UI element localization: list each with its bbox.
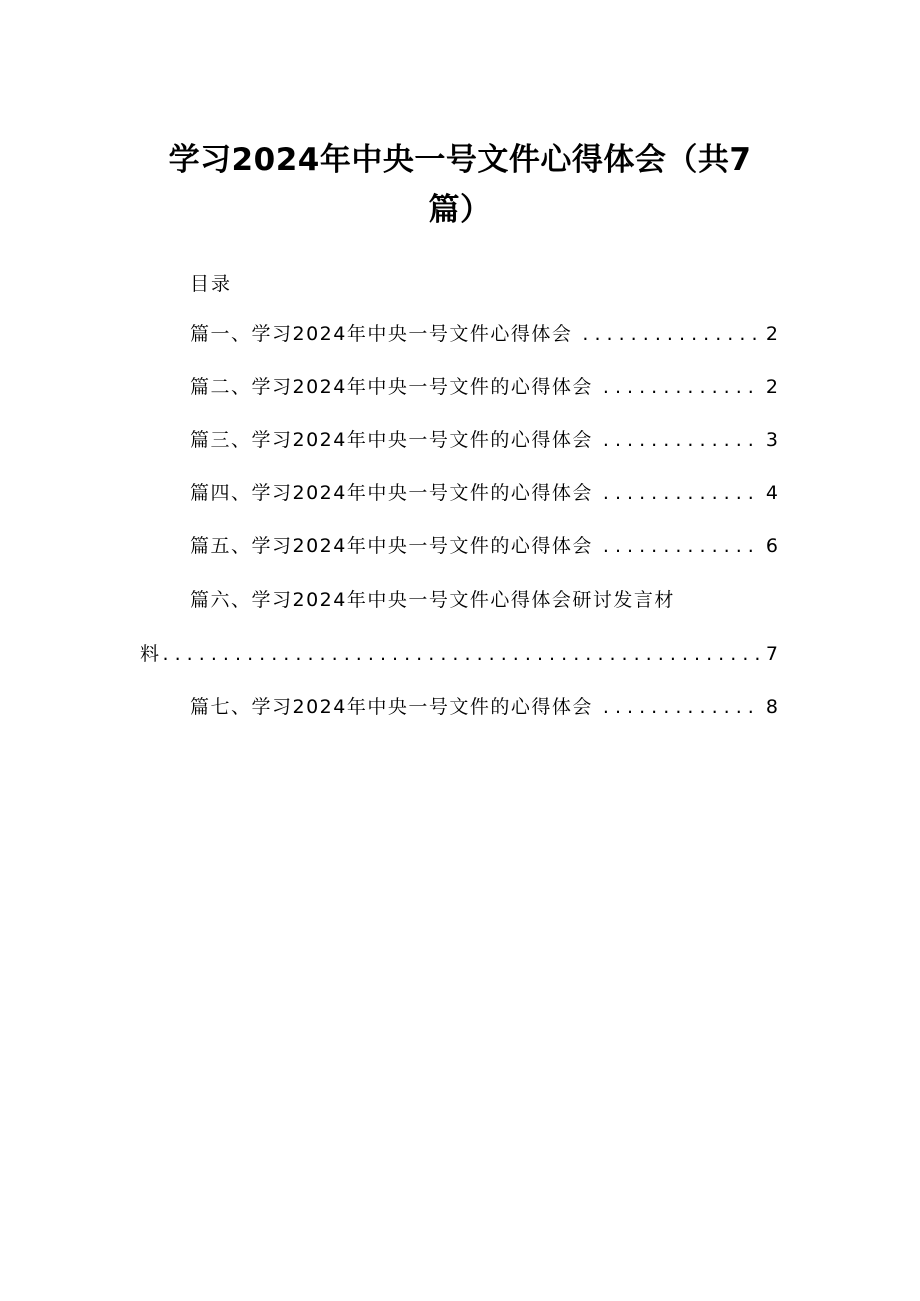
- toc-entry-text: 篇一、学习2024年中央一号文件心得体会: [190, 323, 573, 345]
- toc-page-number: 8: [765, 696, 778, 718]
- toc-dot-leader: [603, 693, 760, 721]
- toc-dot-leader: [603, 479, 760, 507]
- toc-entry-4[interactable]: [190, 479, 778, 507]
- toc-page-number: 3: [765, 429, 778, 451]
- toc-dot-leader: [603, 426, 760, 454]
- toc-entry-2[interactable]: [190, 373, 778, 401]
- toc-entry-7[interactable]: [190, 693, 778, 721]
- toc-page-number: 4: [765, 482, 778, 504]
- toc-entry-text: 篇三、学习2024年中央一号文件的心得体会: [190, 429, 593, 451]
- toc-entry-text: 篇五、学习2024年中央一号文件的心得体会: [190, 535, 593, 557]
- toc-entry-text: 篇二、学习2024年中央一号文件的心得体会: [190, 376, 593, 398]
- toc-page-number: 7: [765, 643, 778, 665]
- toc-entry-1[interactable]: [190, 320, 778, 348]
- toc-entry-text: 料: [140, 643, 161, 665]
- page-title: [140, 135, 780, 235]
- toc-entry-text: 篇四、学习2024年中央一号文件的心得体会: [190, 482, 593, 504]
- page-title-line-1: 学习2024年中央一号文件心得体会（共7: [168, 142, 752, 178]
- toc-dot-leader: [603, 532, 760, 560]
- page-title-line-2: 篇）: [428, 192, 492, 228]
- toc-page-number: 2: [765, 323, 778, 345]
- toc-heading: 目录: [190, 273, 233, 295]
- toc-entry-5[interactable]: [190, 532, 778, 560]
- toc-page-number: 2: [765, 376, 778, 398]
- toc-entry-text: 篇七、学习2024年中央一号文件的心得体会: [190, 696, 593, 718]
- toc-entry-6[interactable]: 篇六、学习2024年中央一号文件心得体会研讨发言材: [190, 589, 675, 611]
- toc-dot-leader: [582, 320, 760, 348]
- toc-entry-3[interactable]: [190, 426, 778, 454]
- toc-page-number: 6: [765, 535, 778, 557]
- toc-dot-leader: [163, 640, 760, 668]
- toc-dot-leader: [603, 373, 760, 401]
- toc-entry-6-continuation[interactable]: [140, 640, 778, 668]
